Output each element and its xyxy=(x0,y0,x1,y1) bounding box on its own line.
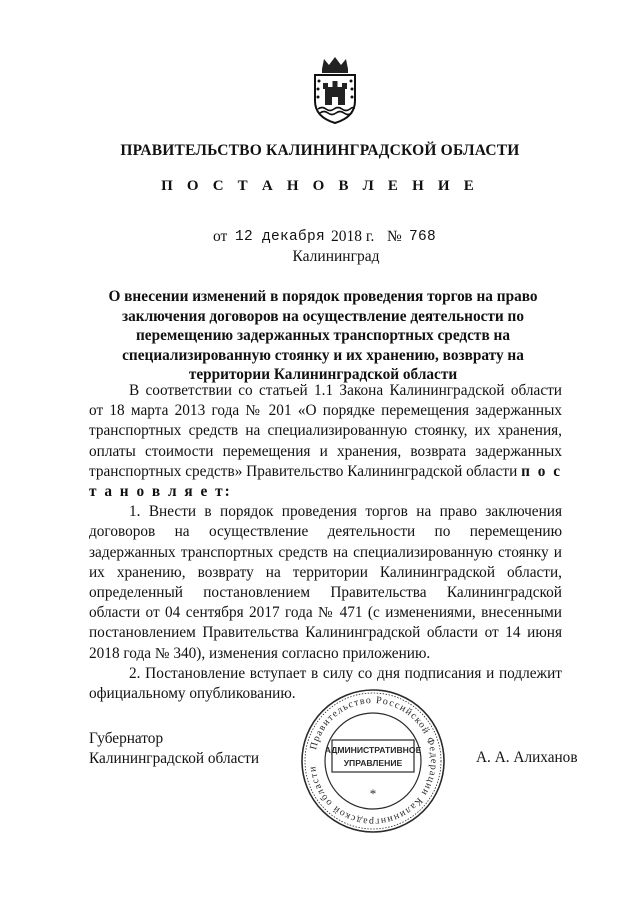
number-sign: № xyxy=(387,228,402,245)
document-body xyxy=(89,381,562,704)
position-line-1: Губернатор xyxy=(89,730,164,747)
item-1-paragraph: 1. Внести в порядок проведения торгов на право заключения договоров на осуществление деятельности по перемещению задержанных транспортных средств на специализированную стоянку и их хранению, возврату на территории Калининградской области, определенный постановлением Правительства Калининградской области от 04 сентября 2017 года № 471 (с изменениями, внесенными постановлением Правительства Калининградской области от 14 июня 2018 года № 340), изменения согласно приложению. xyxy=(89,503,562,662)
document-type: П О С Т А Н О В Л Е Н И Е xyxy=(161,178,479,194)
government-title: ПРАВИТЕЛЬСТВО КАЛИНИНГРАДСКОЙ ОБЛАСТИ xyxy=(120,142,520,159)
date-prefix: от xyxy=(213,228,228,245)
official-seal xyxy=(298,686,448,836)
item-2-paragraph: 2. Постановление вступает в силу со дня подписания и подлежит официальному опубликованию. xyxy=(89,664,562,703)
date-year: 2018 г. xyxy=(331,228,375,245)
document-subject: О внесении изменений в порядок проведения торгов на право заключения договоров на осуществление деятельности по перемещению задержанных транспортных средств на специализированную стоянку и их хранению, возврату на территории Калининградской области xyxy=(108,288,538,384)
seal-center-line-1: АДМИНИСТРАТИВНОЕ xyxy=(324,745,422,755)
document-number: 768 xyxy=(409,229,437,245)
signatory-position xyxy=(89,729,259,769)
position-line-2: Калининградской области xyxy=(89,750,260,767)
signatory-name: А. А. Алиханов xyxy=(476,749,578,766)
date-day-month: 12 декабря xyxy=(235,229,326,245)
seal-center-line-2: УПРАВЛЕНИЕ xyxy=(343,758,403,768)
preamble-text: В соответствии со статьей 1.1 Закона Калининградской области от 18 марта 2013 года № 201 «О порядке перемещения задержанных транспортных средств на специализированную стоянку, их хранения, оплаты стоимости перемещения и хранения, возврата задержанных транспортных средств» Правительство Калининградской области xyxy=(89,382,562,480)
coat-of-arms-icon xyxy=(310,55,360,125)
preamble-paragraph xyxy=(89,381,562,502)
seal-ring-text: Правительство Российской Федерации Калининградской области xyxy=(307,694,440,828)
city: Калининград xyxy=(292,248,380,265)
decree-word: п о с т а н о в л я е т: xyxy=(89,462,562,501)
seal-star-icon: * xyxy=(369,786,377,801)
